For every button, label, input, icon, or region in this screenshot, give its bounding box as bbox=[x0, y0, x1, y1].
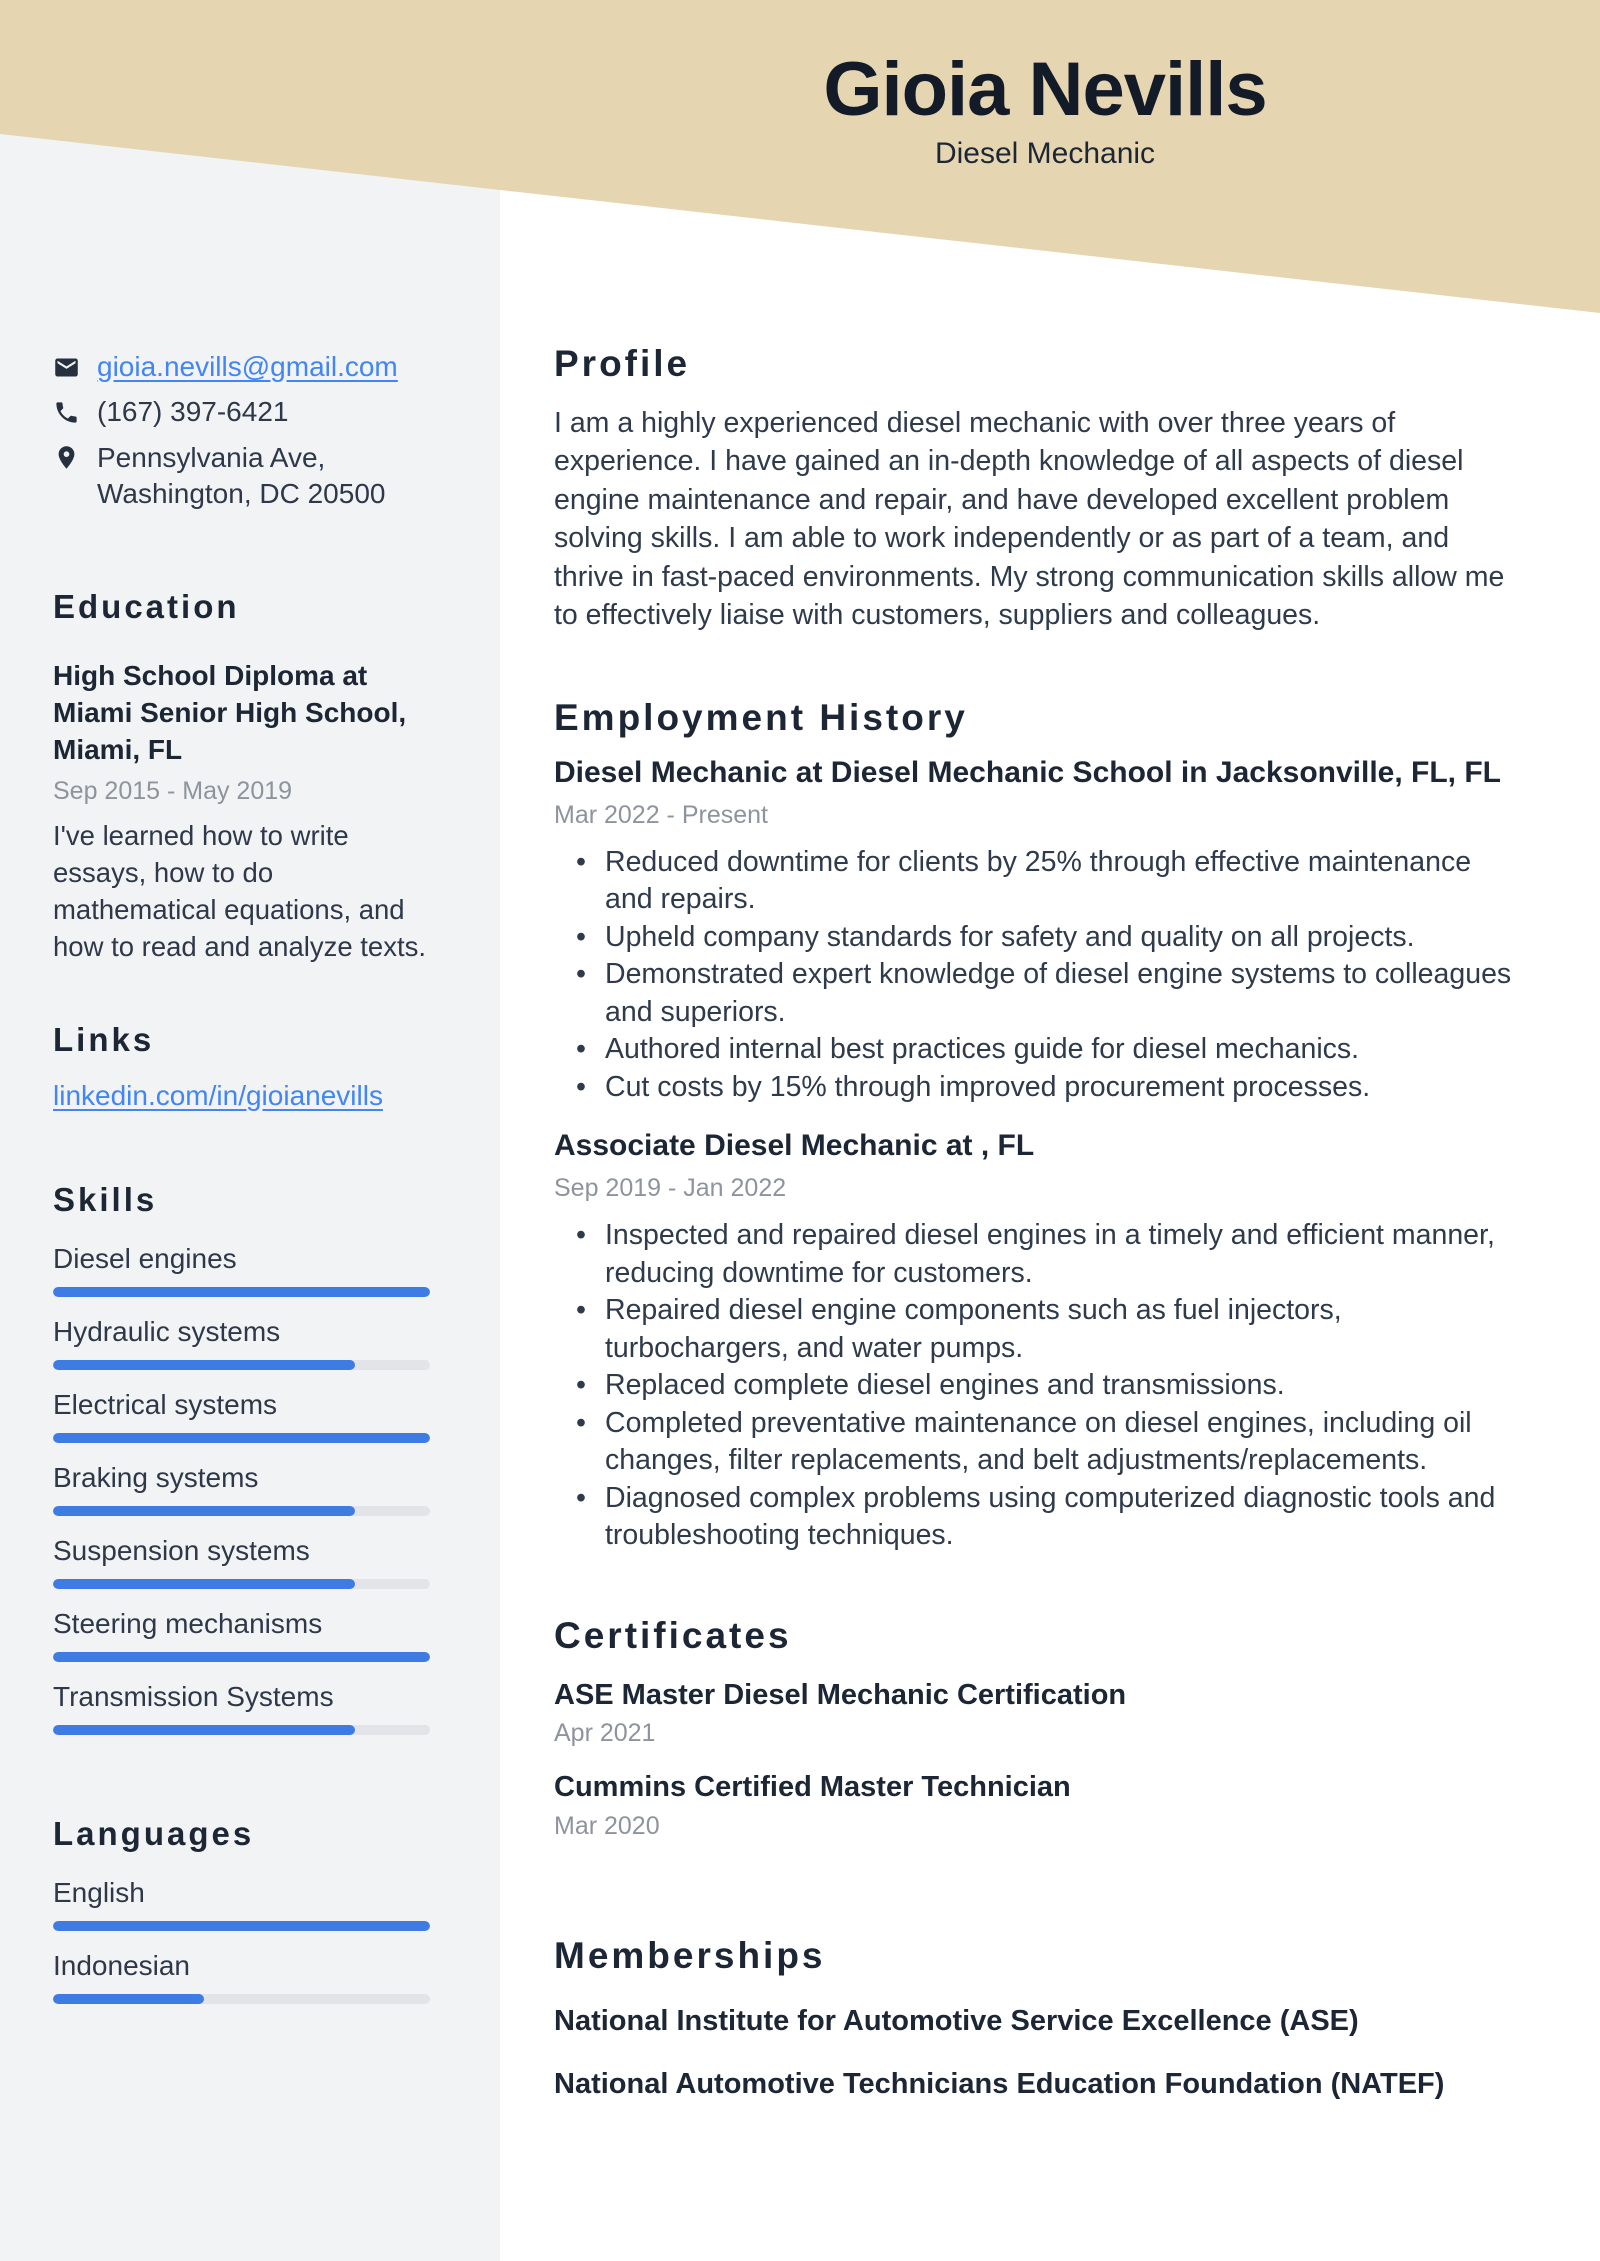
linkedin-link[interactable]: linkedin.com/in/gioianevills bbox=[53, 1080, 383, 1112]
job-title: Associate Diesel Mechanic at , FL bbox=[554, 1129, 1035, 1163]
language-label: English bbox=[53, 1876, 145, 1908]
skill-bar-fill bbox=[53, 1433, 430, 1443]
skill-bar-fill bbox=[53, 1921, 430, 1931]
employment-heading: Employment History bbox=[554, 696, 968, 738]
profile-section bbox=[554, 345, 1516, 635]
address bbox=[97, 440, 385, 512]
skill-label: Hydraulic systems bbox=[53, 1315, 281, 1347]
job-entry bbox=[554, 1128, 1516, 1555]
job-bullet: • Diagnosed complex problems using computerized diagnostic tools and troubleshooting techniques. bbox=[605, 1480, 1516, 1555]
languages-list bbox=[53, 1876, 430, 2004]
skill-bar-track bbox=[53, 1287, 430, 1297]
email-link[interactable]: gioia.nevills@gmail.com bbox=[97, 351, 398, 382]
links-list bbox=[53, 1057, 430, 1112]
job-bullet: • Replaced complete diesel engines and transmissions. bbox=[605, 1367, 1516, 1405]
skills-heading: Skills bbox=[53, 1181, 158, 1219]
membership-entry: National Institute for Automotive Service Excellence (ASE) bbox=[554, 2004, 1359, 2037]
skill-label: Transmission Systems bbox=[53, 1680, 334, 1712]
skill-bar-fill bbox=[53, 1287, 430, 1297]
job-dates: Mar 2022 - Present bbox=[554, 800, 768, 829]
membership-entry: National Automotive Technicians Education Foundation (NATEF) bbox=[554, 2068, 1445, 2101]
certificate-entry bbox=[554, 1678, 1516, 1749]
education-description: I've learned how to write essays, how to do mathematical equations, and how to read and analyze texts. bbox=[53, 819, 427, 962]
skills-list bbox=[53, 1242, 430, 1735]
contact-address-row bbox=[53, 440, 430, 512]
skill-label: Suspension systems bbox=[53, 1534, 310, 1566]
certificate-title: Cummins Certified Master Technician bbox=[554, 1771, 1071, 1804]
skill-item bbox=[53, 1388, 430, 1443]
map-pin-icon bbox=[53, 444, 80, 471]
job-bullet-list bbox=[554, 1217, 1516, 1555]
language-label: Indonesian bbox=[53, 1949, 191, 1981]
memberships-list bbox=[554, 2003, 1516, 2103]
skill-bar-track bbox=[53, 1433, 430, 1443]
language-item bbox=[53, 1876, 430, 1931]
address-line-2: Washington, DC 20500 bbox=[97, 478, 386, 509]
job-bullet: • Cut costs by 15% through improved procurement processes. bbox=[605, 1069, 1516, 1107]
skill-item bbox=[53, 1680, 430, 1735]
skill-label: Diesel engines bbox=[53, 1242, 237, 1274]
job-bullet-list bbox=[554, 844, 1516, 1107]
contact-email-row bbox=[53, 350, 430, 384]
job-bullet: • Completed preventative maintenance on diesel engines, including oil changes, filter replacements, and belt adjustments/replacements. bbox=[605, 1405, 1516, 1480]
job-bullet: • Upheld company standards for safety and quality on all projects. bbox=[605, 919, 1516, 957]
certificate-date: Apr 2021 bbox=[554, 1719, 656, 1748]
skill-label: Electrical systems bbox=[53, 1388, 278, 1420]
education-dates: Sep 2015 - May 2019 bbox=[53, 776, 293, 805]
education-degree: High School Diploma at Miami Senior High School, Miami, FL bbox=[53, 659, 407, 765]
memberships-section bbox=[554, 1937, 1516, 2102]
certificate-entry bbox=[554, 1770, 1516, 1841]
skill-bar-track bbox=[53, 1994, 430, 2004]
skill-item bbox=[53, 1534, 430, 1589]
language-item bbox=[53, 1949, 430, 2004]
job-entry bbox=[554, 755, 1516, 1107]
job-title: Diesel Mechanic at Diesel Mechanic School in Jacksonville, FL, FL bbox=[554, 755, 1501, 789]
job-bullet: • Repaired diesel engine components such as fuel injectors, turbochargers, and water pumps. bbox=[605, 1292, 1516, 1367]
profile-text: I am a highly experienced diesel mechanic with over three years of experience. I have gained an in-depth knowledge of all aspects of diesel engine maintenance and repair, and have developed excellent problem solving skills. I am able to work independently or as part of a team, and thrive in fast-paced environments. My strong communication skills allow me to effectively liaise with customers, suppliers and colleagues. bbox=[554, 406, 1505, 632]
address-line-1: Pennsylvania Ave, bbox=[97, 442, 326, 473]
job-bullet: • Reduced downtime for clients by 25% through effective maintenance and repairs. bbox=[605, 844, 1516, 919]
languages-section bbox=[53, 1814, 430, 2004]
candidate-job-title: Diesel Mechanic bbox=[934, 137, 1156, 170]
education-heading: Education bbox=[53, 588, 240, 625]
skill-item bbox=[53, 1461, 430, 1516]
skill-bar-fill bbox=[53, 1360, 355, 1370]
skill-bar-track bbox=[53, 1921, 430, 1931]
skill-bar-fill bbox=[53, 1579, 355, 1589]
header bbox=[520, 47, 1570, 171]
contact-phone-row bbox=[53, 395, 430, 429]
employment-section bbox=[554, 696, 1516, 1555]
certificates-heading: Certificates bbox=[554, 1614, 792, 1656]
certificates-list bbox=[554, 1678, 1516, 1842]
skill-bar-track bbox=[53, 1506, 430, 1516]
memberships-heading: Memberships bbox=[554, 1935, 826, 1977]
skill-bar-track bbox=[53, 1579, 430, 1589]
sidebar bbox=[53, 350, 430, 2022]
skill-bar-fill bbox=[53, 1506, 355, 1516]
skill-bar-fill bbox=[53, 1725, 355, 1735]
skills-section bbox=[53, 1183, 430, 1735]
skill-bar-track bbox=[53, 1360, 430, 1370]
skill-label: Braking systems bbox=[53, 1461, 259, 1493]
links-section bbox=[53, 1020, 430, 1113]
skill-item bbox=[53, 1242, 430, 1297]
skill-label: Steering mechanisms bbox=[53, 1607, 323, 1639]
skill-item bbox=[53, 1607, 430, 1662]
languages-heading: Languages bbox=[53, 1814, 255, 1852]
phone-number: (167) 397-6421 bbox=[97, 396, 289, 427]
education-section bbox=[53, 590, 430, 965]
contact-block bbox=[53, 350, 430, 512]
phone-icon bbox=[53, 399, 80, 426]
skill-item bbox=[53, 1315, 430, 1370]
skill-bar-fill bbox=[53, 1652, 430, 1662]
certificates-section bbox=[554, 1614, 1516, 1841]
main-column bbox=[554, 345, 1516, 2102]
skill-bar-track bbox=[53, 1725, 430, 1735]
links-heading: Links bbox=[53, 1020, 155, 1058]
certificate-date: Mar 2020 bbox=[554, 1812, 660, 1841]
jobs-list bbox=[554, 755, 1516, 1555]
job-bullet: • Inspected and repaired diesel engines in a timely and efficient manner, reducing downtime for customers. bbox=[605, 1217, 1516, 1292]
candidate-name: Gioia Nevills bbox=[823, 47, 1267, 132]
job-bullet: • Authored internal best practices guide for diesel mechanics. bbox=[605, 1031, 1516, 1069]
envelope-icon bbox=[53, 354, 80, 381]
job-dates: Sep 2019 - Jan 2022 bbox=[554, 1174, 787, 1203]
skill-bar-track bbox=[53, 1652, 430, 1662]
profile-heading: Profile bbox=[554, 343, 691, 384]
job-bullet: • Demonstrated expert knowledge of diesel engine systems to colleagues and superiors. bbox=[605, 956, 1516, 1031]
certificate-title: ASE Master Diesel Mechanic Certification bbox=[554, 1678, 1127, 1711]
skill-bar-fill bbox=[53, 1994, 204, 2004]
